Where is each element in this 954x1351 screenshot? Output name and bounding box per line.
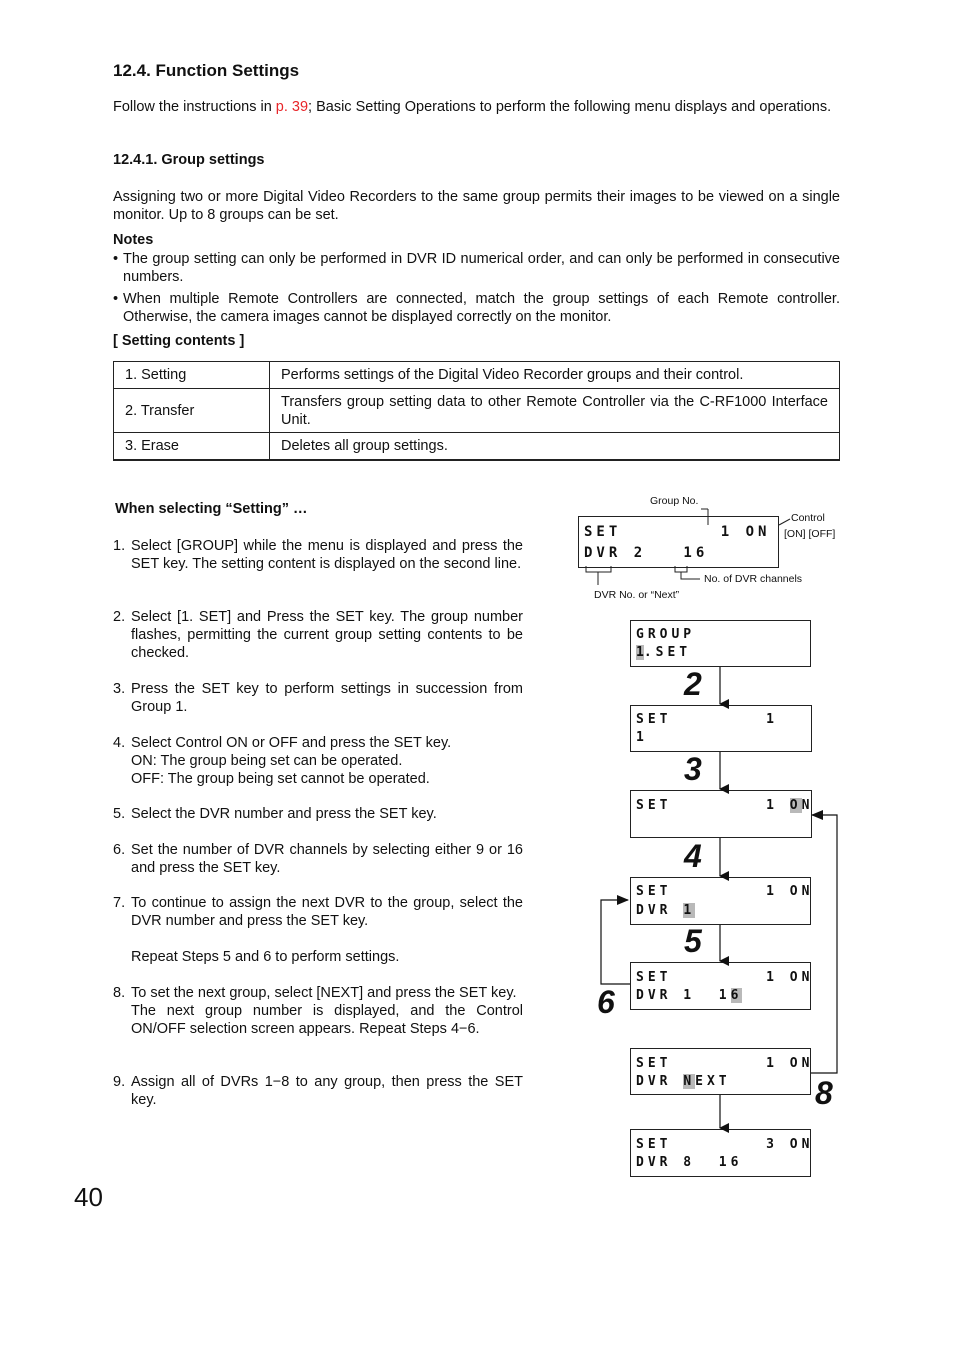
lcd-step-5-screen: SET 1 ON DVR 1 16 (630, 962, 811, 1010)
subsection-title: 12.4.1. Group settings (113, 152, 265, 168)
table-row (114, 362, 840, 389)
page-number: 40 (74, 1182, 103, 1212)
lcd-step-7-screen: SET 1 ON DVR NEXT (630, 1048, 811, 1095)
step-5: 5. Select the DVR number and press the SET key. (113, 806, 437, 822)
table-cell-desc: Deletes all group settings. (270, 433, 840, 460)
intro-paragraph: Follow the instructions in p. 39; Basic Setting Operations to perform the following menu displays and operations. (113, 99, 832, 115)
table-cell-desc: Performs settings of the Digital Video Recorder groups and their control. (270, 362, 840, 389)
flow-step-label: 6 (597, 984, 615, 1020)
step-7: 7. To continue to assign the next DVR to the group, select the DVR number and press the SET key. Repeat Steps 5 and 6 to perform settings. (113, 895, 523, 965)
notes-heading: Notes (113, 232, 154, 248)
control-options-label: [ON] [OFF] (784, 528, 836, 540)
table-cell-desc: Transfers group setting data to other Remote Controller via the C-RF1000 Interface Unit. (270, 389, 840, 433)
setting-contents-heading: [ Setting contents ] (113, 333, 245, 349)
bullet: • (113, 291, 119, 307)
lcd-step-2-screen: SET 1 1 (630, 705, 812, 752)
step-6: 6. Set the number of DVR channels by selecting either 9 or 16 and press the SET key. (113, 842, 523, 876)
control-label: Control (791, 512, 825, 524)
flow-step-label: 5 (684, 923, 702, 959)
when-selecting-heading: When selecting “Setting” … (115, 501, 308, 517)
cursor-highlight: N (683, 1074, 696, 1089)
step-9: 9. Assign all of DVRs 1−8 to any group, then press the SET key. (113, 1074, 523, 1108)
lcd-final-screen: SET 3 ON DVR 8 16 (630, 1129, 811, 1177)
dvr-channels-label: No. of DVR channels (704, 573, 803, 585)
step-3: 3. Press the SET key to perform settings in succession from Group 1. (113, 681, 523, 715)
cursor-highlight: O (789, 798, 802, 813)
cursor-highlight: 1 (683, 903, 696, 918)
step-2: 2. Select [1. SET] and Press the SET key. The group number flashes, permitting the current group setting contents to be checked. (113, 609, 523, 661)
dvr-no-label: DVR No. or “Next” (594, 589, 680, 601)
flow-step-label: 2 (684, 666, 702, 702)
page-39-link[interactable]: p. 39 (275, 99, 309, 115)
legend-leader-lines (560, 490, 860, 610)
cursor-highlight: 1 (636, 645, 644, 660)
step-1: 1. Select [GROUP] while the menu is displayed and press the SET key. The setting content is displayed on the second line. (113, 538, 523, 572)
flow-arrows (590, 660, 850, 1140)
cursor-highlight: 6 (730, 988, 743, 1003)
section-title: 12.4. Function Settings (113, 61, 300, 80)
step-4: 4. Select Control ON or OFF and press the SET key. ON: The group being set can be operated. OFF: The group being set cannot be operated. (113, 735, 452, 787)
lcd-step-3-screen: SET 1 ON (630, 790, 812, 838)
table-cell-item: 2. Transfer (114, 389, 270, 433)
step-8: 8. To set the next group, select [NEXT] and press the SET key. The next group number is displayed, and the Control ON/OFF selection screen appears. Repeat Steps 4−6. (113, 985, 523, 1037)
legend-lcd-display: SET 1 ON DVR 2 16 (578, 516, 779, 568)
table-row (114, 389, 840, 433)
flow-step-label: 8 (815, 1075, 833, 1111)
table-cell-item: 1. Setting (114, 362, 270, 389)
note-item: • The group setting can only be performed in DVR ID numerical order, and can only be performed in consecutive numbers. (113, 251, 840, 285)
flow-step-label: 4 (684, 838, 702, 874)
setting-contents-table (113, 361, 840, 461)
lcd-step-4-screen: SET 1 ON DVR 1 (630, 877, 811, 925)
group-no-label: Group No. (650, 495, 699, 507)
table-cell-item: 3. Erase (114, 433, 270, 460)
flow-step-label: 3 (684, 751, 702, 787)
note-item: • When multiple Remote Controllers are connected, match the group settings of each Remote controller. Otherwise, the camera images cannot be displayed correctly on the monitor. (113, 291, 840, 325)
description-paragraph: Assigning two or more Digital Video Recorders to the same group permits their images to be viewed on a single monitor. Up to 8 groups can be set. (113, 189, 840, 223)
table-row (114, 433, 840, 460)
lcd-group-screen: GROUP 1.SET (630, 620, 811, 667)
bullet: • (113, 251, 119, 267)
